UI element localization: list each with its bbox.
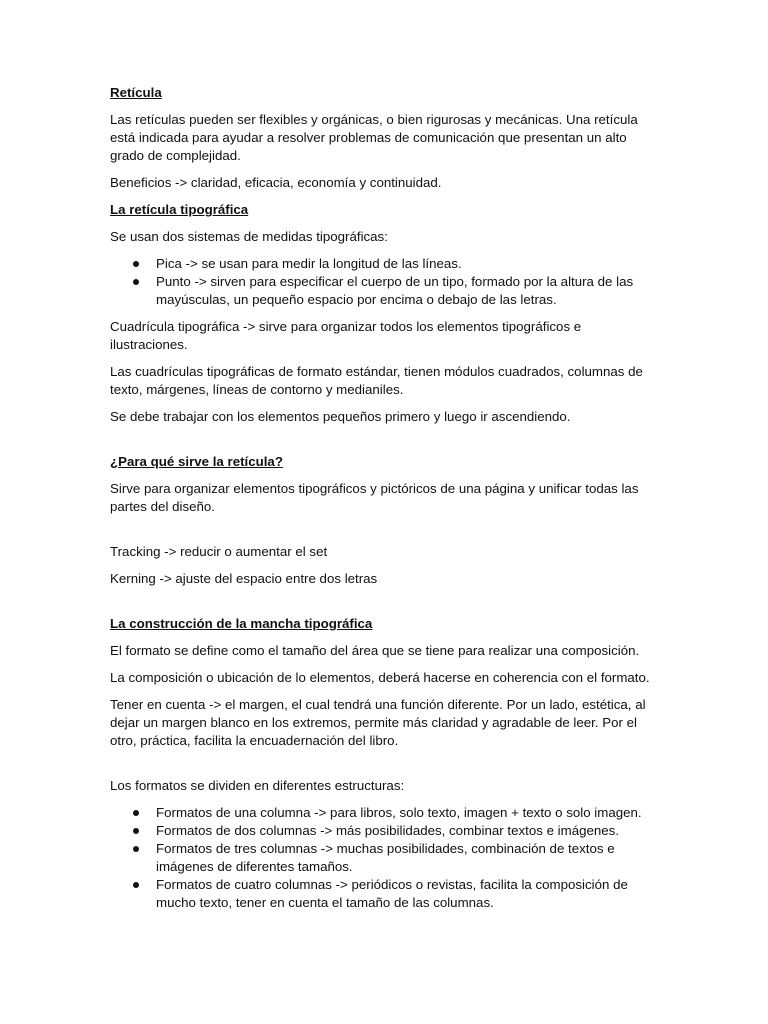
bullet-icon: [133, 846, 139, 852]
list-item: [110, 840, 658, 876]
paragraph: El formato se define como el tamaño del área que se tiene para realizar una composición.: [110, 643, 640, 658]
list-item-text: Pica -> se usan para medir la longitud de las líneas.: [156, 256, 462, 271]
paragraph: Los formatos se dividen en diferentes estructuras:: [110, 778, 405, 793]
paragraph: Tracking -> reducir o aumentar el set: [110, 544, 328, 559]
section-heading-reticula: Retícula: [110, 85, 162, 100]
list-item-text: Formatos de tres columnas -> muchas posibilidades, combinación de textos e imágenes de diferentes tamaños.: [156, 841, 615, 874]
list-item-text: Formatos de una columna -> para libros, solo texto, imagen + texto o solo imagen.: [156, 805, 642, 820]
paragraph: La composición o ubicación de lo elementos, deberá hacerse en coherencia con el formato.: [110, 670, 650, 685]
list-item: [110, 804, 658, 822]
bullet-icon: [133, 882, 139, 888]
list-item-text: Formatos de dos columnas -> más posibilidades, combinar textos e imágenes.: [156, 823, 620, 838]
paragraph: Se debe trabajar con los elementos pequeños primero y luego ir ascendiendo.: [110, 409, 571, 424]
paragraph: Sirve para organizar elementos tipográficos y pictóricos de una página y unificar todas las partes del diseño.: [110, 481, 639, 514]
list-item: [110, 876, 658, 912]
list-item-text: Punto -> sirven para especificar el cuerpo de un tipo, formado por la altura de las mayúsculas, un pequeño espacio por encima o debajo de las letras.: [156, 274, 634, 307]
section-heading-mancha-tipografica: La construcción de la mancha tipográfica: [110, 616, 373, 631]
list-item-text: Formatos de cuatro columnas -> periódicos o revistas, facilita la composición de mucho texto, tener en cuenta el tamaño de las columnas.: [156, 877, 628, 910]
list-item: [110, 255, 658, 273]
paragraph: Kerning -> ajuste del espacio entre dos letras: [110, 571, 378, 586]
spacer: [110, 525, 658, 543]
paragraph: Cuadrícula tipográfica -> sirve para organizar todos los elementos tipográficos e ilustraciones.: [110, 319, 582, 352]
section-heading-reticula-tipografica: La retícula tipográfica: [110, 202, 249, 217]
bullet-icon: [133, 261, 139, 267]
document-body: [110, 84, 658, 921]
bullet-list: [110, 255, 658, 309]
list-item: [110, 273, 658, 309]
bullet-icon: [133, 828, 139, 834]
paragraph: Beneficios -> claridad, eficacia, economía y continuidad.: [110, 175, 442, 190]
bullet-list: [110, 804, 658, 912]
paragraph: Las retículas pueden ser flexibles y orgánicas, o bien rigurosas y mecánicas. Una retícula está indicada para ayudar a resolver problemas de comunicación que presentan un alto grado de complejidad.: [110, 112, 638, 163]
paragraph: Se usan dos sistemas de medidas tipográficas:: [110, 229, 388, 244]
spacer: [110, 759, 658, 777]
spacer: [110, 435, 658, 453]
paragraph: Tener en cuenta -> el margen, el cual tendrá una función diferente. Por un lado, estética, al dejar un margen blanco en los extremos, permite más claridad y agradable de leer. Por el otro, práctica, facilita la encuadernación del libro.: [110, 697, 646, 748]
bullet-icon: [133, 810, 139, 816]
list-item: [110, 822, 658, 840]
bullet-icon: [133, 279, 139, 285]
paragraph: Las cuadrículas tipográficas de formato estándar, tienen módulos cuadrados, columnas de texto, márgenes, líneas de contorno y medianiles.: [110, 364, 643, 397]
spacer: [110, 597, 658, 615]
section-heading-para-que-sirve: ¿Para qué sirve la retícula?: [110, 454, 283, 469]
